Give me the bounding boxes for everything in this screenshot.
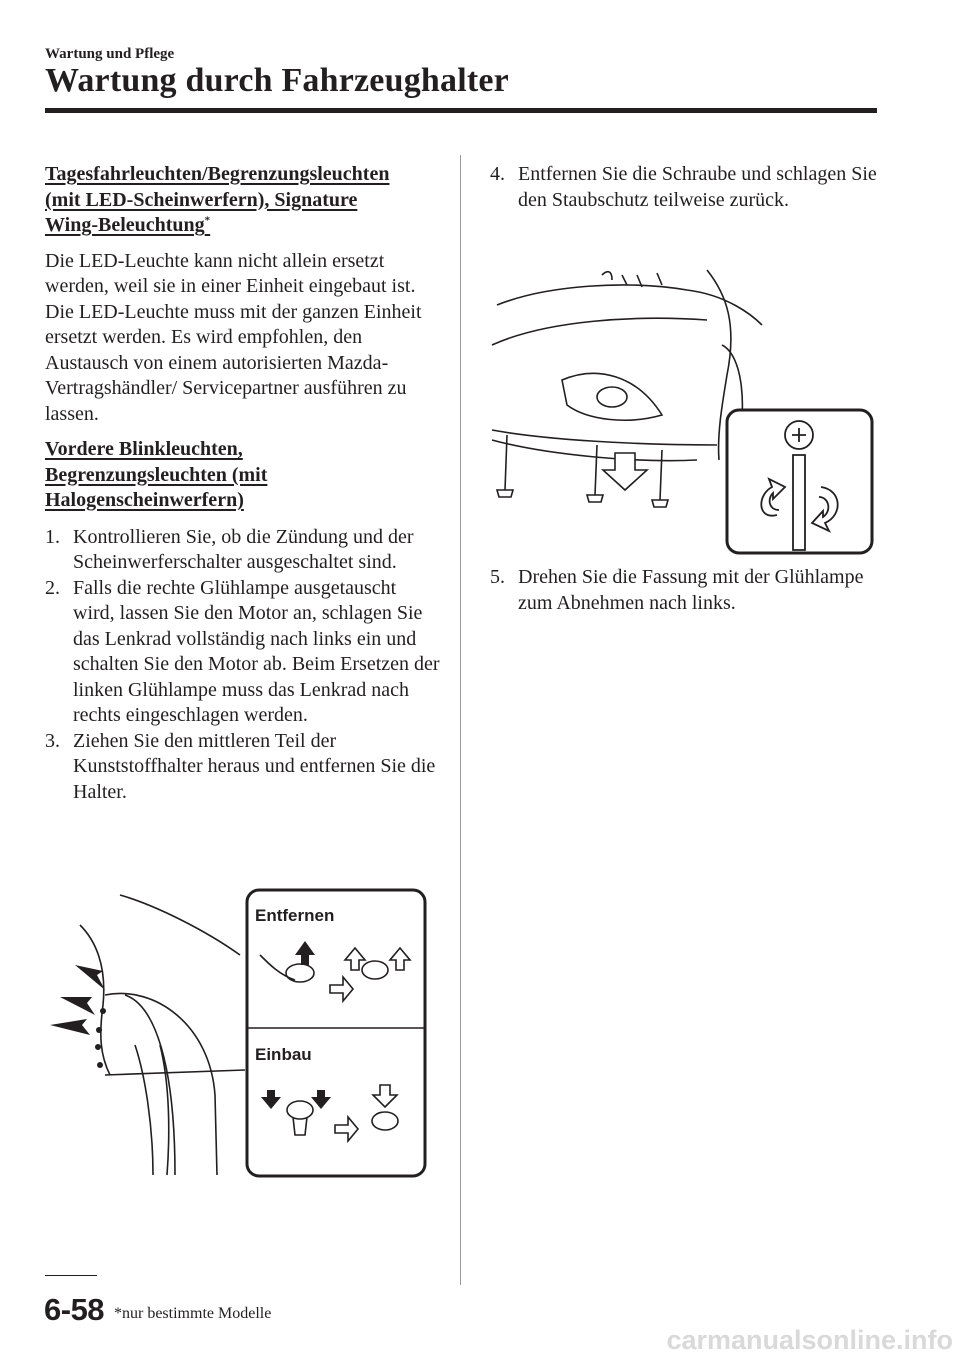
page-number: 6-58 bbox=[44, 1292, 105, 1327]
bumper-lower-edge bbox=[492, 430, 717, 445]
footnote-marker: * bbox=[204, 214, 211, 227]
list-item bbox=[490, 162, 880, 213]
footnote: *nur bestimmte Modelle bbox=[114, 1305, 272, 1322]
tire-outline bbox=[135, 1045, 153, 1175]
heading-line: Tagesfahrleuchten/Begrenzungsleuchten bbox=[45, 163, 390, 185]
column-divider bbox=[460, 155, 461, 1285]
pointer-arrow bbox=[75, 965, 105, 990]
retainer-clip bbox=[96, 1027, 102, 1033]
list-item bbox=[45, 525, 440, 576]
bumper-outline bbox=[492, 318, 707, 345]
fender-arch bbox=[105, 993, 217, 1175]
tire-tread bbox=[160, 1045, 169, 1175]
left-column bbox=[45, 162, 440, 805]
fog-lamp bbox=[597, 387, 627, 407]
fog-lamp-surround bbox=[562, 373, 662, 420]
right-column-step-5 bbox=[490, 565, 880, 616]
page-title: Wartung durch Fahrzeughalter bbox=[45, 62, 509, 99]
bumper-outline bbox=[120, 895, 240, 955]
title-rule bbox=[45, 108, 877, 113]
screw-icon bbox=[652, 500, 668, 507]
step-number: 1. bbox=[45, 525, 60, 548]
pointer-arrow bbox=[50, 1019, 90, 1035]
label-remove: Entfernen bbox=[255, 906, 335, 925]
step-text: Kontrollieren Sie, ob die Zündung und der Scheinwerferschalter ausgeschaltet sind. bbox=[73, 525, 414, 573]
page-number-rule bbox=[45, 1275, 97, 1276]
section-label: Wartung und Pflege bbox=[45, 46, 175, 62]
screw-leader bbox=[595, 445, 597, 495]
pointer-arrow bbox=[60, 997, 95, 1015]
list-item bbox=[45, 576, 440, 729]
heading-line: Halogenscheinwerfern) bbox=[45, 489, 244, 511]
screw-icon bbox=[497, 490, 513, 497]
paragraph-led: Die LED-Leuchte kann nicht allein ersetzt werden, weil sie in einer Einheit eingebaut ist. Die LED-Leuchte muss mit der ganzen Einheit ersetzt werden. Es wird empfohlen, den Austausch von einem autorisierten Mazda-Vertragshändler/ Servicepartner ausführen zu lassen. bbox=[45, 249, 422, 425]
screw-leader bbox=[660, 450, 662, 500]
step-number: 5. bbox=[490, 566, 505, 588]
step-text: Entfernen Sie die Schraube und schlagen Sie den Staubschutz teilweise zurück. bbox=[518, 163, 877, 211]
heading-line: Vordere Blinkleuchten, bbox=[45, 438, 243, 460]
figure-screw-removal bbox=[487, 265, 877, 557]
heading-line: (mit LED-Scheinwerfern), Signature bbox=[45, 188, 358, 211]
list-item bbox=[490, 565, 880, 616]
steps-list bbox=[45, 525, 440, 806]
step-number: 4. bbox=[490, 163, 505, 185]
heading-line: Wing-Beleuchtung bbox=[45, 214, 205, 236]
bumper-outline bbox=[105, 1070, 245, 1075]
label-install: Einbau bbox=[255, 1045, 312, 1064]
step-text: Ziehen Sie den mittleren Teil der Kunststoffhalter heraus und entfernen Sie die Halter. bbox=[73, 729, 436, 803]
heading-front-turn-signals bbox=[45, 437, 440, 514]
heading-line: Begrenzungsleuchten (mit bbox=[45, 463, 268, 486]
figure-plastic-retainers bbox=[45, 885, 430, 1180]
retainer-clip bbox=[100, 1008, 106, 1014]
list-item bbox=[45, 729, 440, 806]
undercover-edge bbox=[492, 440, 697, 461]
retainer-clip bbox=[97, 1062, 103, 1068]
step-text: Drehen Sie die Fassung mit der Glühlampe zum Abnehmen nach links. bbox=[518, 566, 864, 614]
right-column-step-4 bbox=[490, 162, 880, 213]
heading-daytime-lights bbox=[45, 162, 440, 239]
step-number: 3. bbox=[45, 729, 60, 752]
step-text: Falls die rechte Glühlampe ausgetauscht wird, lassen Sie den Motor an, schlagen Sie das Lenkrad vollständig nach links ein und schalten Sie den Motor ab. Beim Ersetzen der linken Glühlampe muss das Lenkrad nach rechts eingeschlagen werden. bbox=[73, 576, 440, 726]
watermark: carmanualsonline.info bbox=[666, 1325, 953, 1355]
screw-icon bbox=[587, 495, 603, 502]
retainer-clip bbox=[95, 1044, 101, 1050]
step-number: 2. bbox=[45, 576, 60, 599]
